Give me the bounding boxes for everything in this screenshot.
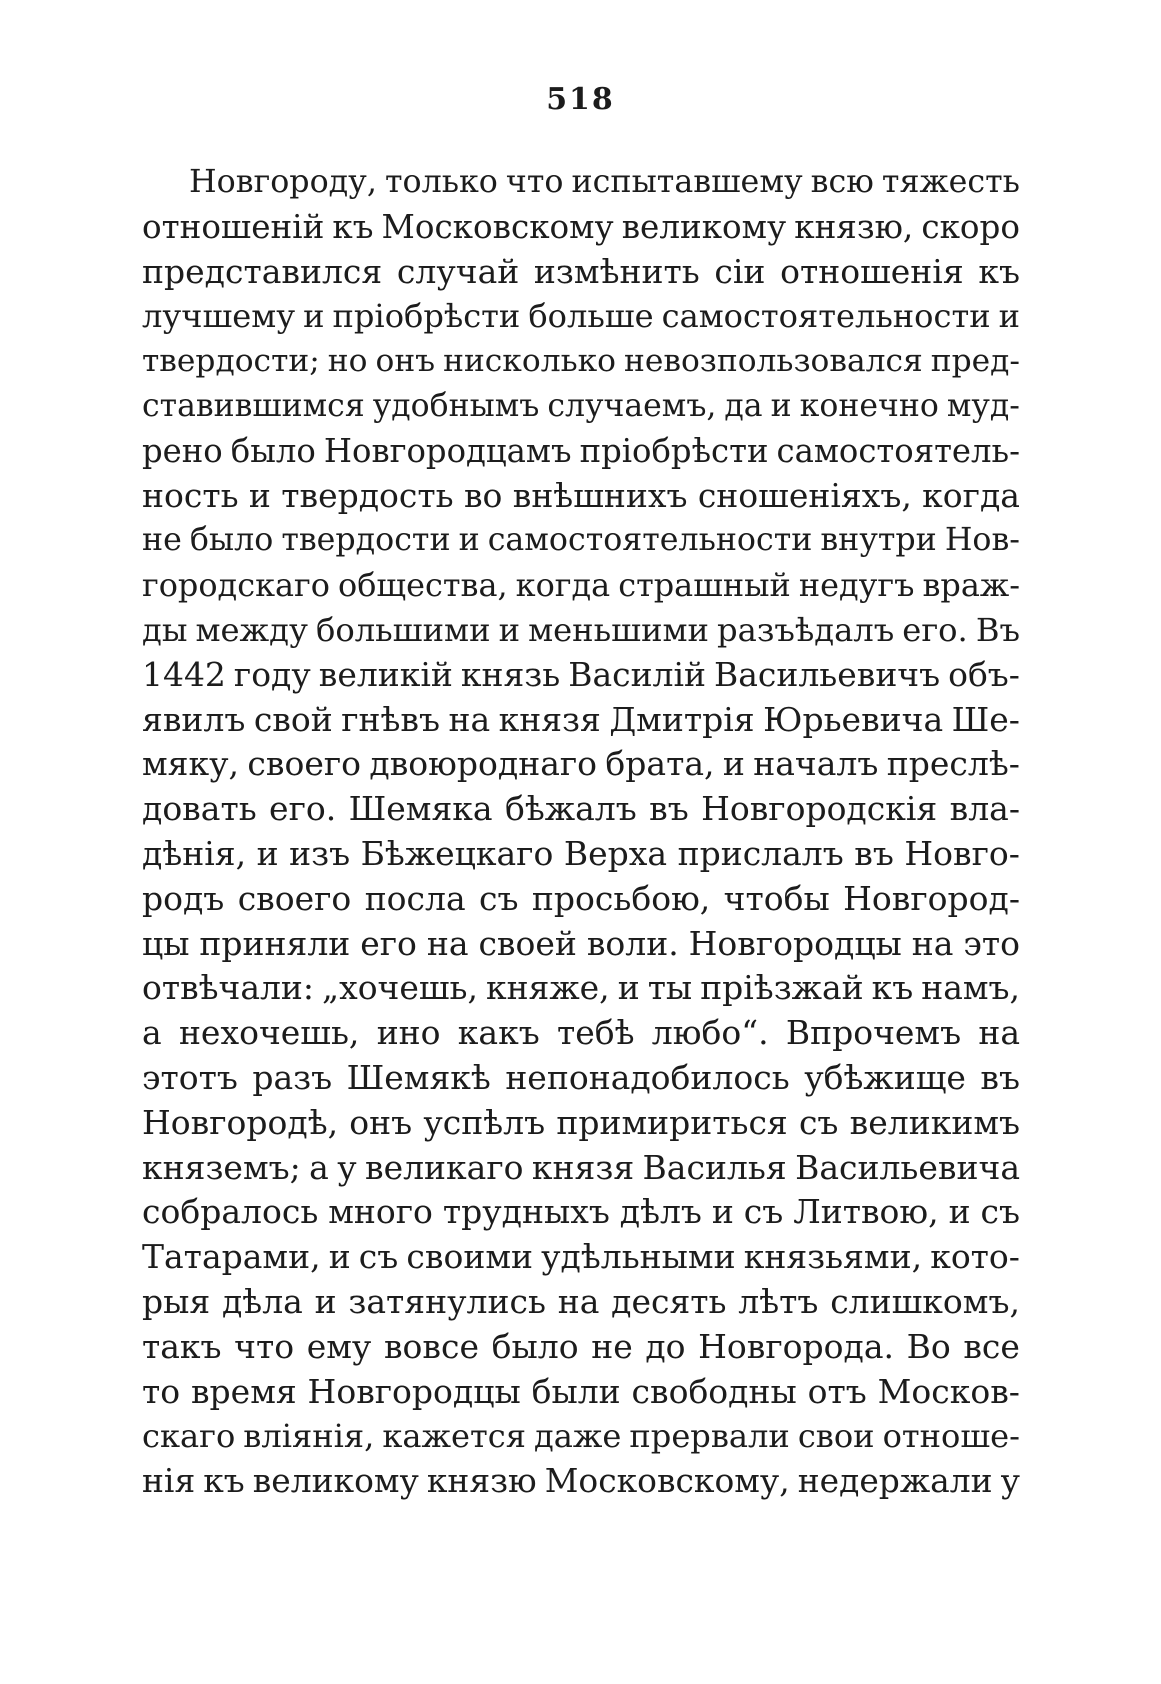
word: великимъ [849,1102,1020,1142]
word: до [645,1326,686,1366]
word: изъ [289,833,351,873]
word: своего [237,878,352,918]
text-line [142,429,1020,474]
word: его. [902,610,968,649]
word: и [498,610,521,649]
word: убѣжище [804,1057,966,1097]
word: ставившимся [142,387,365,424]
word: Василья [642,1147,787,1187]
word: ему [306,1326,372,1366]
word: пріобрѣсти [579,431,769,470]
word: его. [269,789,337,829]
word: между [195,610,308,649]
word: „хочешь, [322,968,478,1008]
text-line [142,922,1020,967]
word: все [963,1326,1020,1366]
text-line [142,294,1020,339]
word: такъ [142,1326,222,1366]
word: княземъ; [142,1147,301,1187]
word: недугъ [798,566,915,605]
word: разъѣдалъ [717,610,895,649]
text-line [142,1101,1020,1146]
word: на [911,923,954,963]
text-line [142,832,1020,877]
text-line [142,1414,1020,1459]
word: великому [621,207,787,246]
word: объ- [948,654,1020,694]
word: съ [980,1192,1020,1232]
word: отвѣчали: [142,968,315,1008]
word: Юрьевича [763,699,944,739]
word: Впрочемъ [785,1013,962,1053]
word: когда [515,566,611,605]
word: больше [528,297,654,336]
word: было [230,431,316,470]
word: общества, [338,566,508,605]
word: на [448,699,491,739]
word: самостоятель- [776,431,1020,470]
word: но [327,343,368,380]
word: его [360,923,417,963]
word: кото- [930,1237,1020,1277]
word: много [328,1192,433,1232]
word: свои [797,1417,875,1456]
word: и [328,1237,351,1277]
word: 1442 [142,654,226,694]
word: Московскому, [544,1461,790,1501]
word: ино [376,1013,441,1053]
word: и [948,1192,971,1232]
word: и [711,1192,734,1232]
word: Московскому [381,207,614,246]
word: твердость [281,475,454,515]
word: бѣжалъ [504,789,637,829]
text-line [142,563,1020,608]
word: брата, [605,744,715,784]
word: то [142,1371,181,1411]
word: цы [142,923,190,963]
word: затянулись [348,1281,546,1321]
word: даже [534,1417,622,1456]
word: удобнымъ [372,387,540,424]
word: меньшими [528,610,710,649]
word: въ [649,789,689,829]
word: началъ [753,744,879,784]
word: какъ [457,1013,540,1053]
word: пріобрѣсти [332,297,521,336]
word: Бѣжецкаго [360,833,554,873]
word: и [314,1281,337,1321]
word: въ [980,1057,1020,1097]
word: что [505,164,564,200]
word: къ [978,251,1020,291]
word: ды [142,610,188,649]
word: собралось [142,1192,319,1232]
word: удѣльными [541,1237,736,1277]
word: Нов- [944,522,1020,559]
word: Новгорода. [698,1326,894,1366]
word: Васильевича [795,1147,1020,1187]
text-line [142,742,1020,787]
word: дѣла [221,1281,303,1321]
word: кажется [382,1417,526,1456]
word: княже, [485,968,610,1008]
word: Новгородѣ, [142,1102,339,1142]
word: а [142,1013,162,1053]
word: мяку, [142,744,240,784]
text-line [142,653,1020,698]
word: вла- [949,789,1020,829]
word: свой [253,699,333,739]
word: внутри [820,522,937,559]
word: Литвою, [793,1192,939,1232]
word: было [491,1326,579,1366]
word: двоюроднаго [369,744,598,784]
word: Новгородцы [307,1371,521,1411]
word: на [557,1281,600,1321]
word: своей [478,923,577,963]
word: въ [854,833,894,873]
word: время [190,1371,297,1411]
word: князьями, [743,1237,923,1277]
word: вліянія, [243,1417,375,1456]
word: къ [871,968,914,1008]
text-line [142,474,1020,519]
word: посла [364,878,466,918]
word: Василій [568,654,707,694]
body-text [142,160,1020,1504]
word: дѣнія, [142,833,247,873]
word: отноше- [882,1417,1020,1456]
word: и [303,297,325,336]
word: сіи [714,251,766,291]
word: самостоятельности [661,297,991,336]
word: лѣтъ [738,1281,819,1321]
word: это [963,923,1020,963]
word: испытавшему [571,164,803,200]
text-line [142,1056,1020,1101]
text-line [142,205,1020,250]
word: а [309,1147,329,1187]
word: невозпользовался [624,343,923,380]
word: и [256,833,279,873]
word: пріѣзжай [700,968,864,1008]
word: явилъ [142,699,246,739]
word: съ [358,1237,399,1277]
word: на [978,1013,1020,1053]
text-line [142,160,1020,205]
word: Васильевичъ [714,654,941,694]
page-number: 518 [546,82,615,117]
word: отношенія [780,251,964,291]
word: у [1000,1461,1020,1501]
word: самостоятельности [487,522,813,559]
word: ты [647,968,693,1008]
word: чтобы [723,878,830,918]
word: страшный [618,566,791,605]
word: Въ [975,610,1020,649]
word: твердости; [142,343,320,380]
word: десять [611,1281,727,1321]
word: случай [396,251,520,291]
word: Новгородцы [688,923,902,963]
word: всю [810,164,874,200]
word: и [770,387,792,424]
word: отъ [807,1371,867,1411]
word: съ [743,1192,784,1232]
word: Новгородцамъ [323,431,572,470]
word: успѣлъ [423,1102,546,1142]
word: большими [315,610,491,649]
text-line [142,1370,1020,1415]
text-line [142,1280,1020,1325]
word: что [234,1326,295,1366]
word: и [458,522,480,559]
text-line [142,250,1020,295]
word: враж- [922,566,1020,605]
word: къ [332,207,374,246]
text-line [142,518,1020,563]
word: князю [426,1461,537,1501]
word: прислалъ [677,833,844,873]
word: этотъ [142,1057,238,1097]
text-line [142,877,1020,922]
word: онъ [375,343,436,380]
word: къ [203,1461,245,1501]
word: вовсе [383,1326,480,1366]
word: непонадобилось [505,1057,790,1097]
word: Шемяка [348,789,493,829]
word: разъ [252,1057,333,1097]
word: не [591,1326,633,1366]
word: своими [406,1237,533,1277]
word: тяжесть [881,164,1020,200]
word: скоро [921,207,1020,246]
word: городскаго [142,566,330,605]
word: да [724,387,763,424]
word: Ше- [951,699,1020,739]
word: великій [318,654,453,694]
word: Татарами, [142,1237,321,1277]
word: твердости [281,522,451,559]
word: своего [247,744,362,784]
text-line [142,1459,1020,1504]
word: у [337,1147,357,1187]
word: съ [479,878,519,918]
word: во [463,475,503,515]
word: намъ, [921,968,1020,1008]
word: не [142,522,182,559]
word: было [189,522,274,559]
word: Новгород- [843,878,1020,918]
word: нехочешь, [178,1013,360,1053]
word: съ [798,1102,839,1142]
word: на [426,923,469,963]
text-line [142,787,1020,832]
text-line [142,1235,1020,1280]
word: Москов- [877,1371,1020,1411]
word: внѣшнихъ [512,475,688,515]
word: были [531,1371,621,1411]
word: лучшему [142,297,296,336]
word: Новго- [904,833,1020,873]
word: муд- [946,387,1020,424]
word: ность [142,475,239,515]
word: представился [142,251,383,291]
word: Шемякѣ [346,1057,491,1097]
word: гнѣвъ [341,699,440,739]
word: родъ [142,878,225,918]
word: нисколько [443,343,616,380]
word: трудныхъ [442,1192,610,1232]
word: просьбою, [531,878,711,918]
word: случаемъ, [547,387,717,424]
word: отношеній [142,207,325,246]
word: Во [906,1326,951,1366]
word: и [248,475,271,515]
text-line [142,384,1020,429]
word: приняли [199,923,351,963]
word: сношеніяхъ, [697,475,912,515]
word: князя [498,699,601,739]
text-line [142,1190,1020,1235]
text-line [142,1011,1020,1056]
text-line [142,1325,1020,1370]
text-line [142,1146,1020,1191]
word: любо“. [651,1013,769,1053]
word: рено [142,431,223,470]
word: Дмитрія [609,699,755,739]
word: только [384,164,498,200]
word: нія [142,1461,196,1501]
word: свободны [631,1371,797,1411]
word: и [998,297,1020,336]
text-line [142,698,1020,743]
word: рыя [142,1281,211,1321]
word: довать [142,789,257,829]
word: слишкомъ, [830,1281,1020,1321]
word: когда [922,475,1020,515]
word: воли. [586,923,679,963]
text-line [142,339,1020,384]
word: князя [531,1147,635,1187]
word: великаго [364,1147,524,1187]
word: году [233,654,311,694]
word: князь [460,654,561,694]
word: Новгородскія [701,789,938,829]
text-line [142,608,1020,653]
word: недержали [797,1461,993,1501]
word: великому [252,1461,419,1501]
word: скаго [142,1417,236,1456]
word: и [722,744,745,784]
word: конечно [799,387,939,424]
word: измѣнить [533,251,700,291]
word: тебѣ [556,1013,635,1053]
word: Верха [563,833,668,873]
text-line [142,966,1020,1011]
word: Новгороду, [189,164,377,200]
word: преслѣ- [886,744,1020,784]
word: и [617,968,640,1008]
word: пред- [930,343,1020,380]
word: князю, [794,207,914,246]
word: примириться [556,1102,788,1142]
word: онъ [349,1102,413,1142]
word: прервали [629,1417,790,1456]
word: дѣлъ [619,1192,702,1232]
